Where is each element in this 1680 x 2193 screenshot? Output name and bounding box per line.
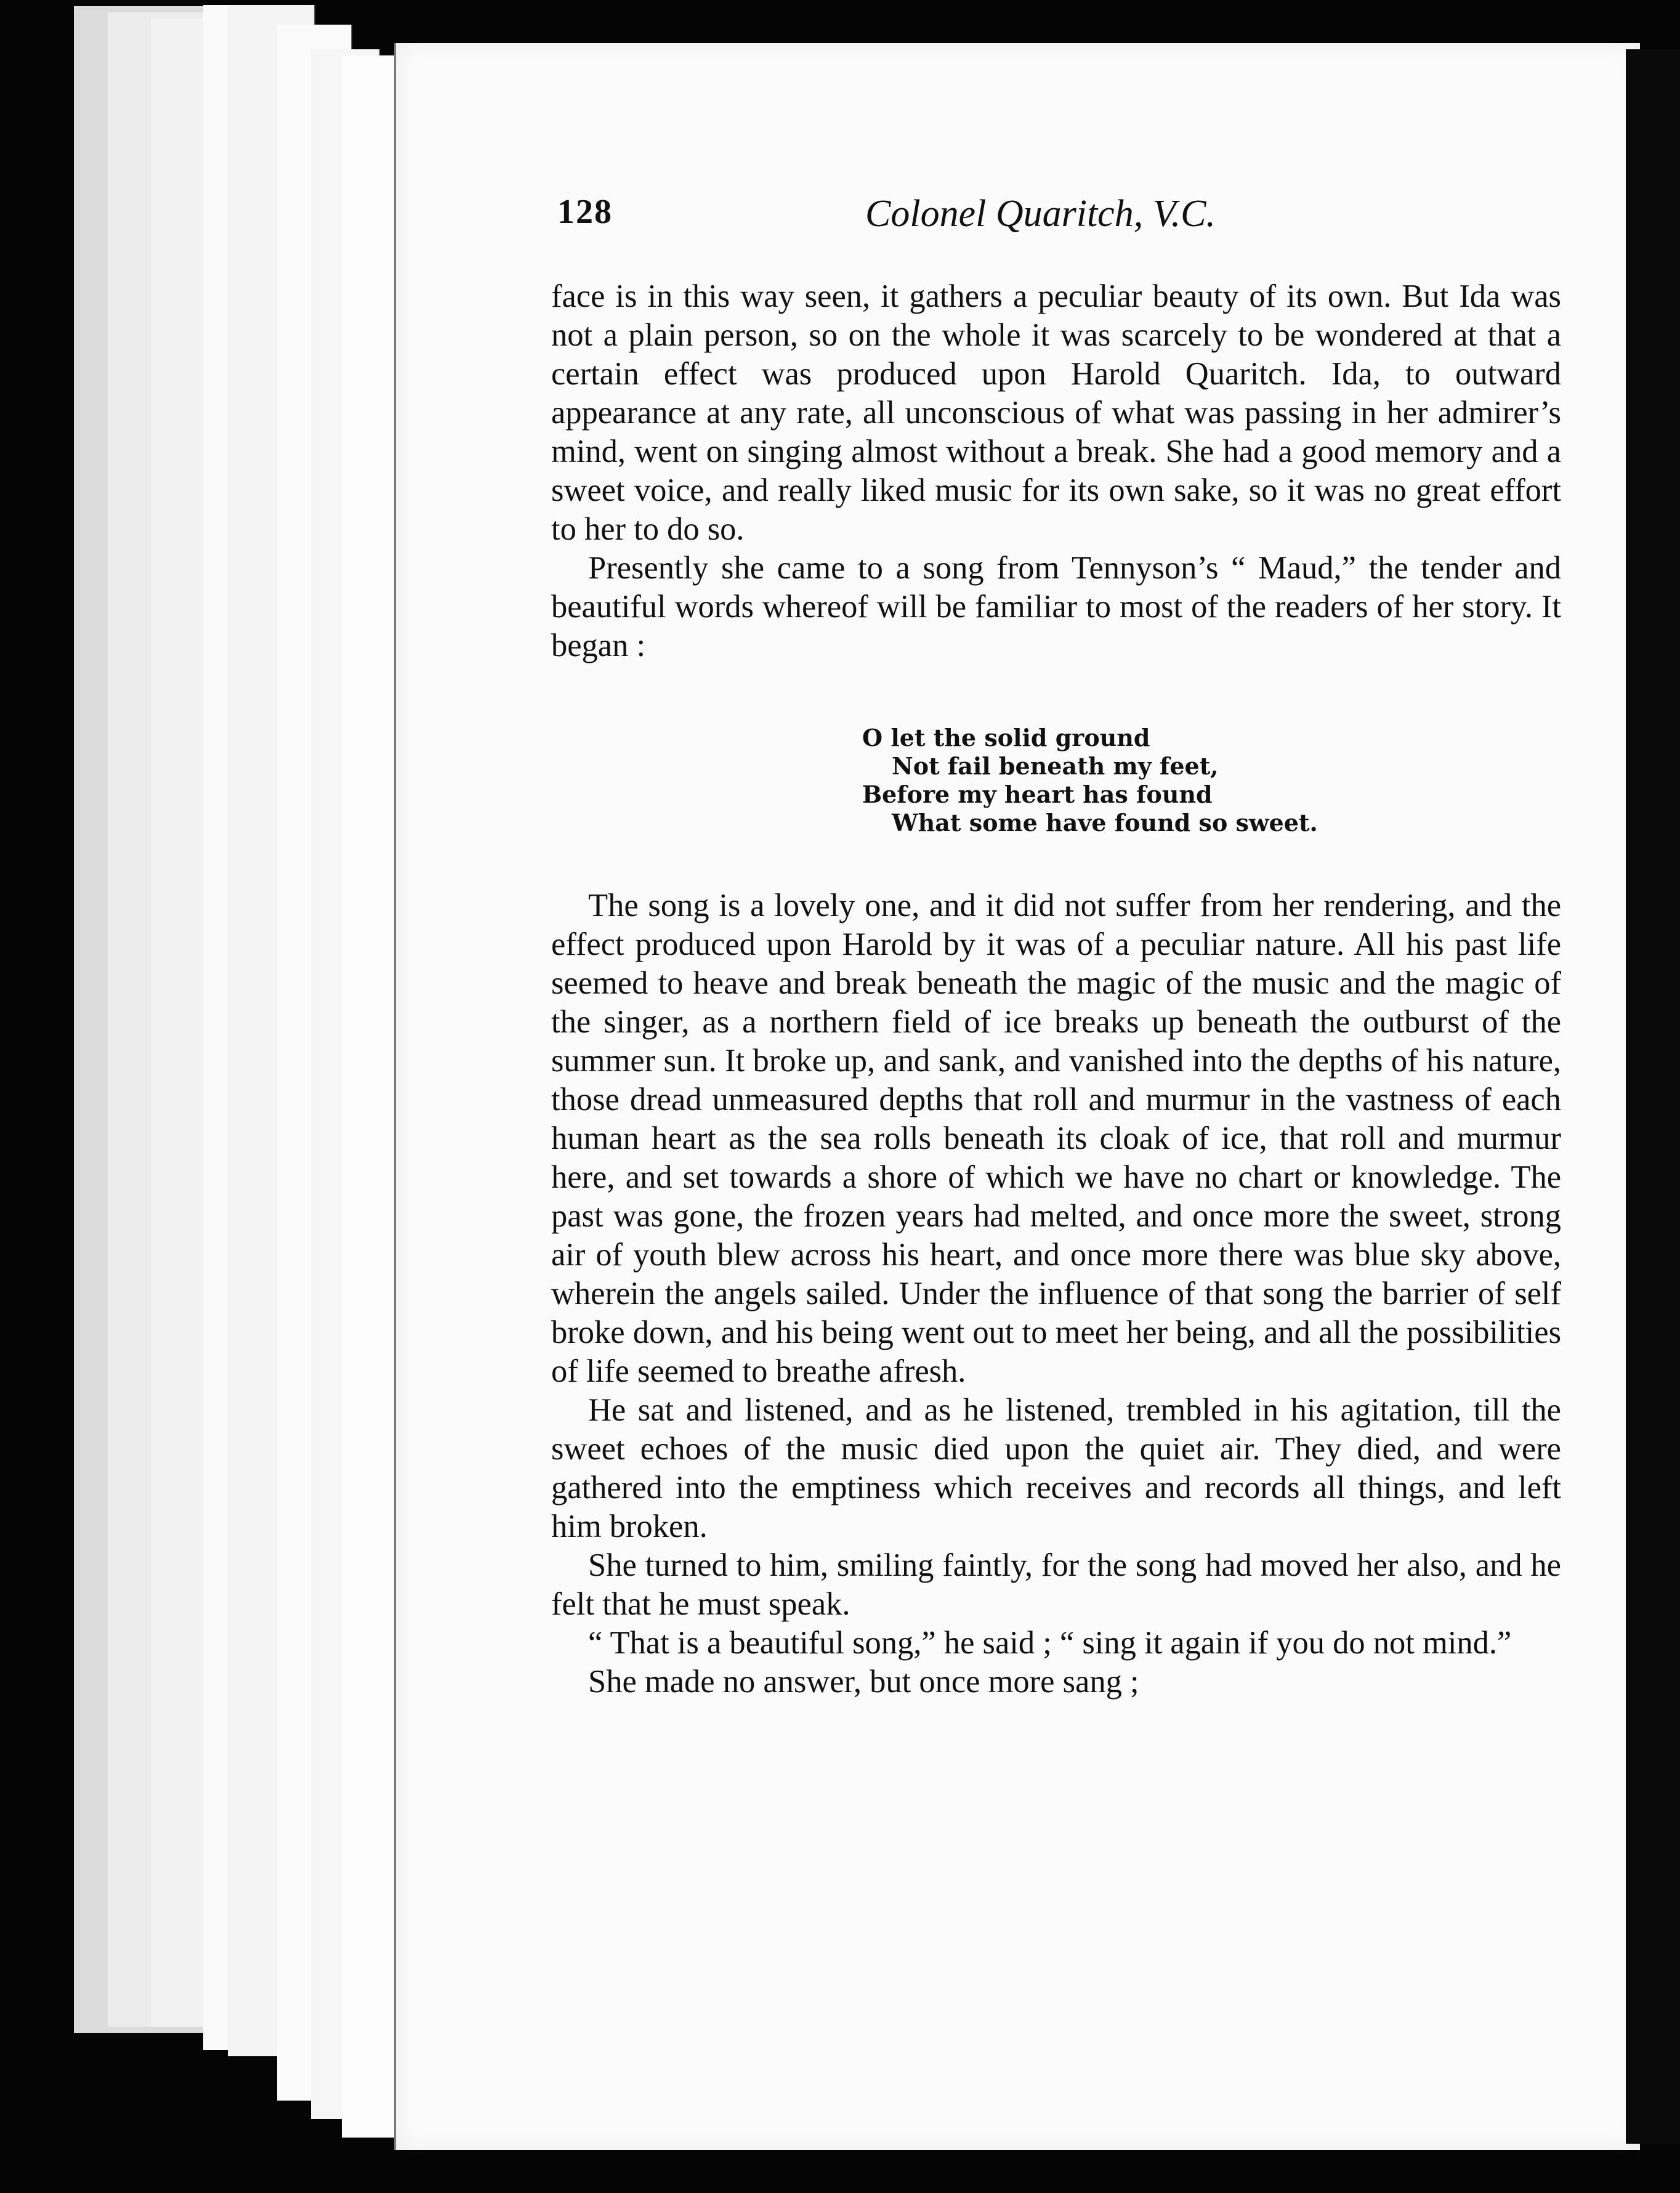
running-title: Colonel Quaritch, V.C. [865,193,1216,235]
page-header [557,192,1306,248]
page-number: 128 [557,193,613,231]
poem-line: Not fail beneath my feet, [892,752,1219,780]
page-edge [342,55,398,2138]
paragraph: face is in this way seen, it gathers a peculiar beauty of its own. But Ida was not a plain person, so on the whole it was scarcely to be wondered at that a certain effect was produced upon Harold Quaritch. Ida, to outward appearance at any rate, all unconscious of what was passing in her admirer’s mind, went on singing almost without a break. She had a good memory and a sweet voice, and really liked music for its own sake, so it was no great effort to her to do so. [551,278,1561,547]
paragraph: The song is a lovely one, and it did not suffer from her rendering, and the effect produced upon Harold by it was of a peculiar nature. All his past life seemed to heave and break beneath the magic of the music and the magic of the singer, as a northern field of ice breaks up beneath the outburst of the summer sun. It broke up, and sank, and vanished into the depths of his nature, those dread unmeasured depths that roll and murmur in the vastness of each human heart as the sea rolls beneath its cloak of ice, that roll and murmur here, and set towards a shore of which we have no chart or knowledge. The past was gone, the frozen years had melted, and once more the sweet, strong air of youth blew across his heart, and once more there was blue sky above, wherein the angels sailed. Under the influence of that song the barrier of self broke down, and his being went out to meet her being, and all the possibilities of life seemed to breathe afresh. [551,888,1561,1389]
paragraph: She made no answer, but once more sang ; [588,1664,1139,1700]
paragraph: “ That is a beautiful song,” he said ; “ sing it again if you do not mind.” [588,1625,1512,1661]
page-right-margin [1626,49,1680,2144]
paragraph: Presently she came to a song from Tennyson’s “ Maud,” the tender and beautiful words whereof will be familiar to most of the readers of her story. It began : [551,550,1561,663]
poem-line: Before my heart has found [862,780,1213,808]
paragraph: He sat and listened, and as he listened, trembled in his agitation, till the sweet echoes of the music died upon the quiet air. They died, and were gathered into the emptiness which receives and records all things, and left him broken. [551,1392,1561,1544]
paragraph: She turned to him, smiling faintly, for the song had moved her also, and he felt that he must speak. [551,1547,1561,1622]
body-text-continued [551,886,1561,1701]
body-text [551,277,1561,1701]
poem-quote [862,724,1561,837]
poem-line: What some have found so sweet. [892,809,1318,837]
poem-line: O let the solid ground [862,724,1150,752]
